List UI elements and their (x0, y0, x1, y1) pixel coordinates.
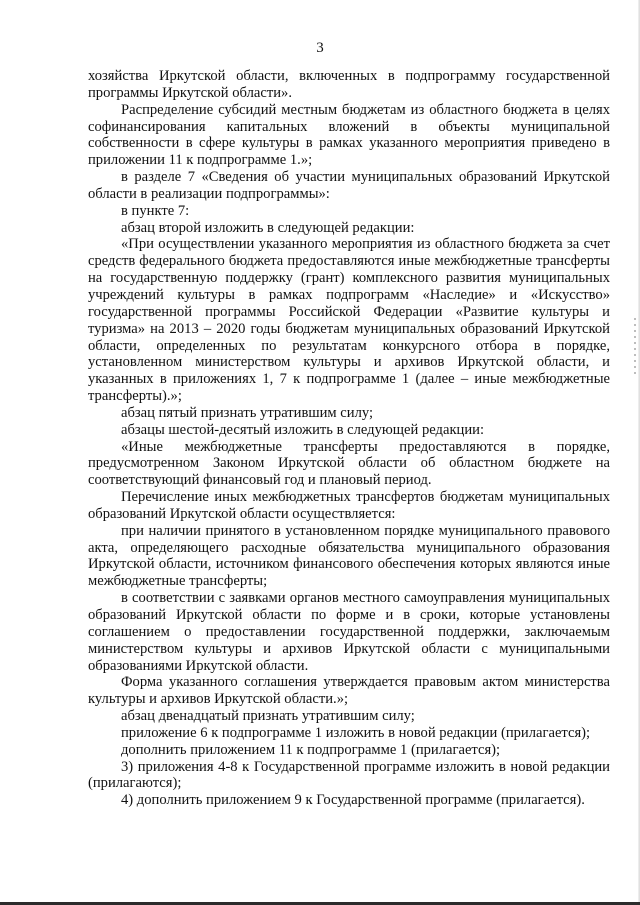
paragraph: при наличии принятого в установленном порядке муниципального правового акта, определяющего расходные обязательства муниципального образования Иркутской области, источником финансового обеспечения которых являются иные межбюджетные трансферты; (88, 522, 610, 590)
page-number: 3 (316, 40, 324, 56)
paragraph: в пункте 7: (121, 202, 190, 219)
paragraph: 3) приложения 4-8 к Государственной программе изложить в новой редакции (прилагаются); (88, 758, 610, 792)
paragraph: абзацы шестой-десятый изложить в следующей редакции: (121, 421, 485, 438)
paragraph: абзац второй изложить в следующей редакции: (121, 219, 415, 236)
paragraph: Форма указанного соглашения утверждается правовым актом министерства культуры и архивов Иркутской области.»; (88, 674, 610, 708)
paragraph: дополнить приложением 11 к подпрограмме 1 (прилагается); (121, 741, 501, 758)
paragraph: в соответствии с заявками органов местного самоуправления муниципальных образований Иркутской области по форме и в сроки, которые установлены соглашением о предоставлении государственной поддержки, заключаемым министерством культуры и архивов Иркутской области с муниципальными образованиями Иркутской области. (88, 590, 610, 674)
scan-margin-marks (634, 318, 636, 378)
document-body (88, 68, 610, 809)
paragraph: Перечисление иных межбюджетных трансфертов бюджетам муниципальных образований Иркутской области осуществляется: (88, 489, 610, 522)
paragraph: абзац двенадцатый признать утратившим силу; (121, 708, 415, 725)
paragraph: абзац пятый признать утратившим силу; (121, 404, 374, 421)
paragraph: в разделе 7 «Сведения об участии муниципальных образований Иркутской области в реализации подпрограммы»: (88, 169, 610, 202)
paragraph: «При осуществлении указанного мероприятия из областного бюджета за счет средств федерального бюджета предоставляются иные межбюджетные трансферты на государственную поддержку (грант) комплексного развития муниципальных учреждений культуры в рамках подпрограмм «Наследие» и «Искусство» государственной программы Российской Федерации «Развитие культуры и туризма» на 2013 – 2020 годы бюджетам муниципальных образований Иркутской области, определенных по результатам конкурсного отбора в порядке, установленном министерством культуры и архивов Иркутской области, и указанных в приложениях 1, 7 к подпрограмме 1 (далее – иные межбюджетные трансферты).»; (88, 236, 610, 405)
paragraph: 4) дополнить приложением 9 к Государственной программе (прилагается). (121, 792, 585, 809)
paragraph: Распределение субсидий местным бюджетам из областного бюджета в целях софинансирования капитальных вложений в объекты муниципальной собственности в сфере культуры в рамках указанного мероприятия приведено в приложении 11 к подпрограмме 1.»; (88, 101, 610, 169)
paragraph: хозяйства Иркутской области, включенных в подпрограмму государственной программы Иркутской области». (88, 68, 610, 101)
paragraph: приложение 6 к подпрограмме 1 изложить в новой редакции (прилагается); (121, 724, 591, 741)
paragraph: «Иные межбюджетные трансферты предоставляются в порядке, предусмотренном Законом Иркутской области об областном бюджете на соответствующий финансовый год и плановый период. (88, 438, 610, 489)
